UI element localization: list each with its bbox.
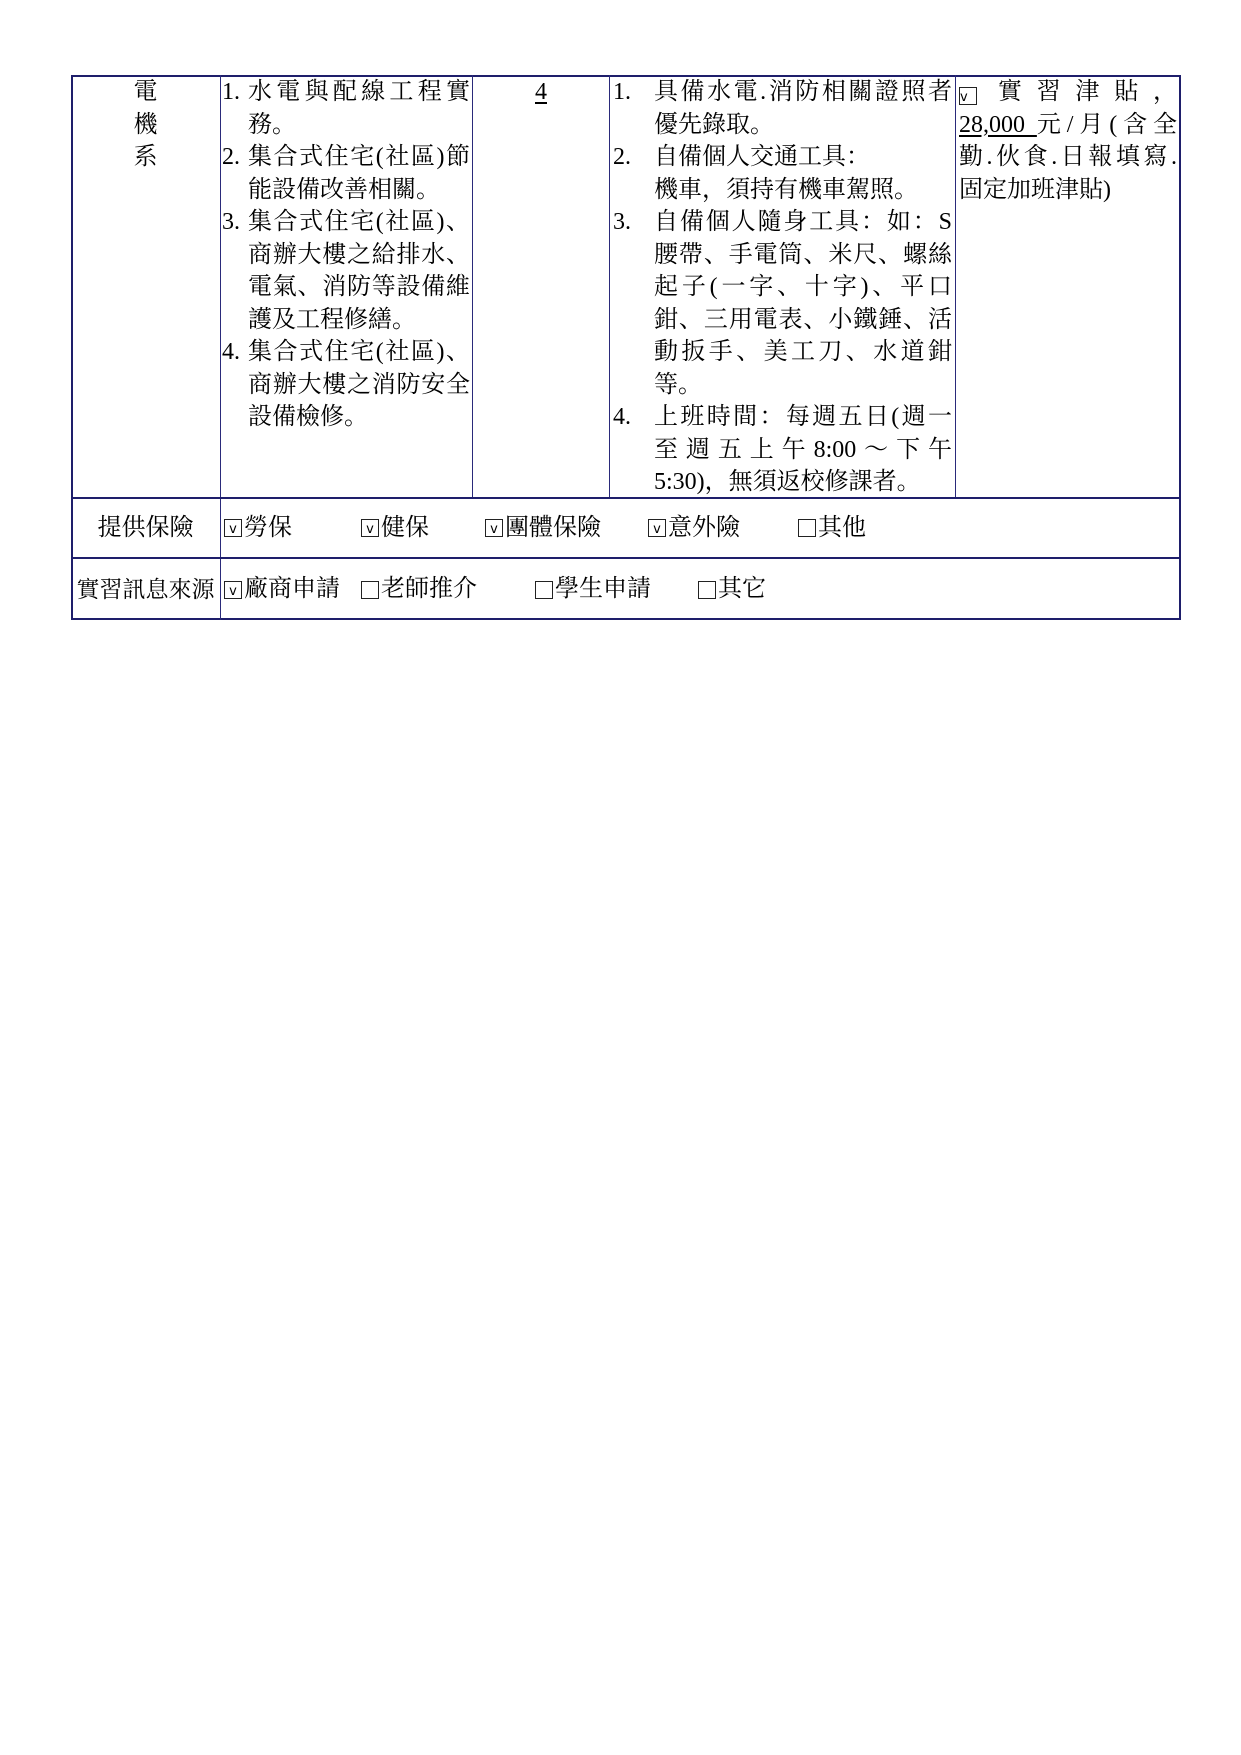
item-line: 護及工程修繕。: [248, 306, 416, 333]
checkbox[interactable]: [698, 581, 716, 599]
job-item: [222, 336, 471, 434]
requirement-item: [613, 401, 954, 499]
item-line: 集合式住宅(社區)節: [248, 144, 470, 170]
checkbox[interactable]: [798, 519, 816, 537]
positions-count: 4: [535, 79, 547, 105]
item-line: 腰帶、手電筒、米尺、螺絲: [654, 241, 952, 268]
option-label: 勞保: [244, 515, 292, 541]
item-number: 3.: [222, 209, 240, 235]
positions-cell: [473, 76, 609, 109]
insurance-option-accident[interactable]: [648, 499, 740, 557]
checkbox[interactable]: v: [648, 519, 666, 537]
item-number: 4.: [613, 404, 631, 430]
item-number: 1.: [613, 79, 631, 105]
option-label: 意外險: [668, 515, 740, 541]
item-line: 能設備改善相關。: [248, 176, 440, 203]
option-label: 其它: [718, 576, 766, 602]
department-char: 電: [133, 79, 158, 105]
item-number: 2.: [613, 144, 631, 170]
option-label: 廠商申請: [244, 576, 340, 602]
job-item: [222, 141, 471, 206]
allowance-checkbox[interactable]: v: [959, 87, 977, 105]
item-text: [248, 141, 470, 206]
checkbox[interactable]: v: [224, 581, 242, 599]
item-line: 上班時間：每週五日(週一: [654, 404, 952, 430]
item-line: 務。: [248, 111, 296, 138]
requirement-item: [613, 76, 954, 141]
item-line: 機車，須持有機車駕照。: [654, 176, 918, 203]
column-divider: [609, 75, 610, 498]
item-line: 具備水電.消防相關證照者: [654, 79, 952, 105]
allowance-line: 固定加班津貼): [959, 176, 1111, 203]
source-option-other[interactable]: [698, 559, 766, 620]
item-line: 至週五上午8:00～下午: [654, 436, 952, 463]
checkbox[interactable]: v: [361, 519, 379, 537]
source-option-teacher[interactable]: [361, 559, 477, 620]
allowance-line: 勤.伙食.日報填寫.: [959, 144, 1177, 170]
option-label: 團體保險: [505, 515, 601, 541]
item-number: 2.: [222, 144, 240, 170]
column-divider: [472, 75, 473, 498]
item-number: 4.: [222, 339, 240, 365]
column-divider: [220, 75, 221, 620]
item-text: [654, 401, 952, 499]
insurance-option-group[interactable]: [485, 499, 601, 557]
item-line: 動扳手、美工刀、水道鉗: [654, 339, 952, 365]
department-cell: [71, 76, 220, 174]
item-text: [654, 76, 952, 141]
source-option-company[interactable]: [224, 559, 340, 620]
job-item: [222, 206, 471, 336]
insurance-option-health[interactable]: [361, 499, 429, 557]
allowance-unit: 元/月(含全: [1036, 111, 1177, 138]
item-line: 設備檢修。: [248, 404, 368, 430]
item-text: [248, 336, 470, 434]
item-line: 集合式住宅(社區)、: [248, 209, 470, 235]
insurance-option-labor[interactable]: [224, 499, 292, 557]
source-option-student[interactable]: [535, 559, 651, 620]
item-line: 集合式住宅(社區)、: [248, 339, 470, 365]
item-text: [248, 76, 470, 141]
item-line: 等。: [654, 371, 702, 398]
item-line: 鉗、三用電表、小鐵錘、活: [654, 306, 952, 333]
department-char: 系: [133, 144, 158, 170]
insurance-option-other[interactable]: [798, 499, 866, 557]
option-label: 其他: [818, 515, 866, 541]
item-line: 商辦大樓之給排水、: [248, 241, 470, 268]
allowance-cell: [959, 76, 1177, 206]
item-number: 1.: [222, 79, 240, 105]
allowance-amount: 28,000: [959, 111, 1025, 138]
item-line: 商辦大樓之消防安全: [248, 371, 470, 398]
job-content-cell: [222, 76, 471, 434]
checkbox[interactable]: [535, 581, 553, 599]
requirements-cell: [613, 76, 954, 499]
allowance-amount-underline: [959, 112, 1037, 138]
source-label: 實習訊息來源: [76, 577, 215, 602]
item-line: 電氣、消防等設備維: [248, 274, 470, 300]
item-line: 優先錄取。: [654, 111, 774, 138]
item-text: [248, 206, 470, 336]
item-text: [654, 141, 952, 206]
allowance-line: [959, 76, 1177, 109]
option-label: 健保: [381, 515, 429, 541]
item-line: 水電與配線工程實: [248, 79, 470, 105]
allowance-label: 實習津貼，: [997, 79, 1178, 105]
department-char: 機: [133, 111, 158, 138]
checkbox[interactable]: v: [485, 519, 503, 537]
column-divider: [955, 75, 956, 498]
item-line: 5:30)，無須返校修課者。: [654, 469, 921, 495]
item-number: 3.: [613, 209, 631, 235]
option-label: 學生申請: [555, 576, 651, 602]
requirement-item: [613, 141, 954, 206]
requirement-item: [613, 206, 954, 401]
item-line: 自備個人隨身工具：如：S: [654, 209, 952, 235]
checkbox[interactable]: v: [224, 519, 242, 537]
insurance-label: 提供保險: [97, 515, 194, 541]
item-line: 起子(一字、十字)、平口: [654, 274, 952, 300]
checkbox[interactable]: [361, 581, 379, 599]
option-label: 老師推介: [381, 576, 477, 602]
item-text: [654, 206, 952, 401]
job-item: [222, 76, 471, 141]
allowance-line: [959, 109, 1177, 142]
item-line: 自備個人交通工具：: [654, 144, 870, 170]
